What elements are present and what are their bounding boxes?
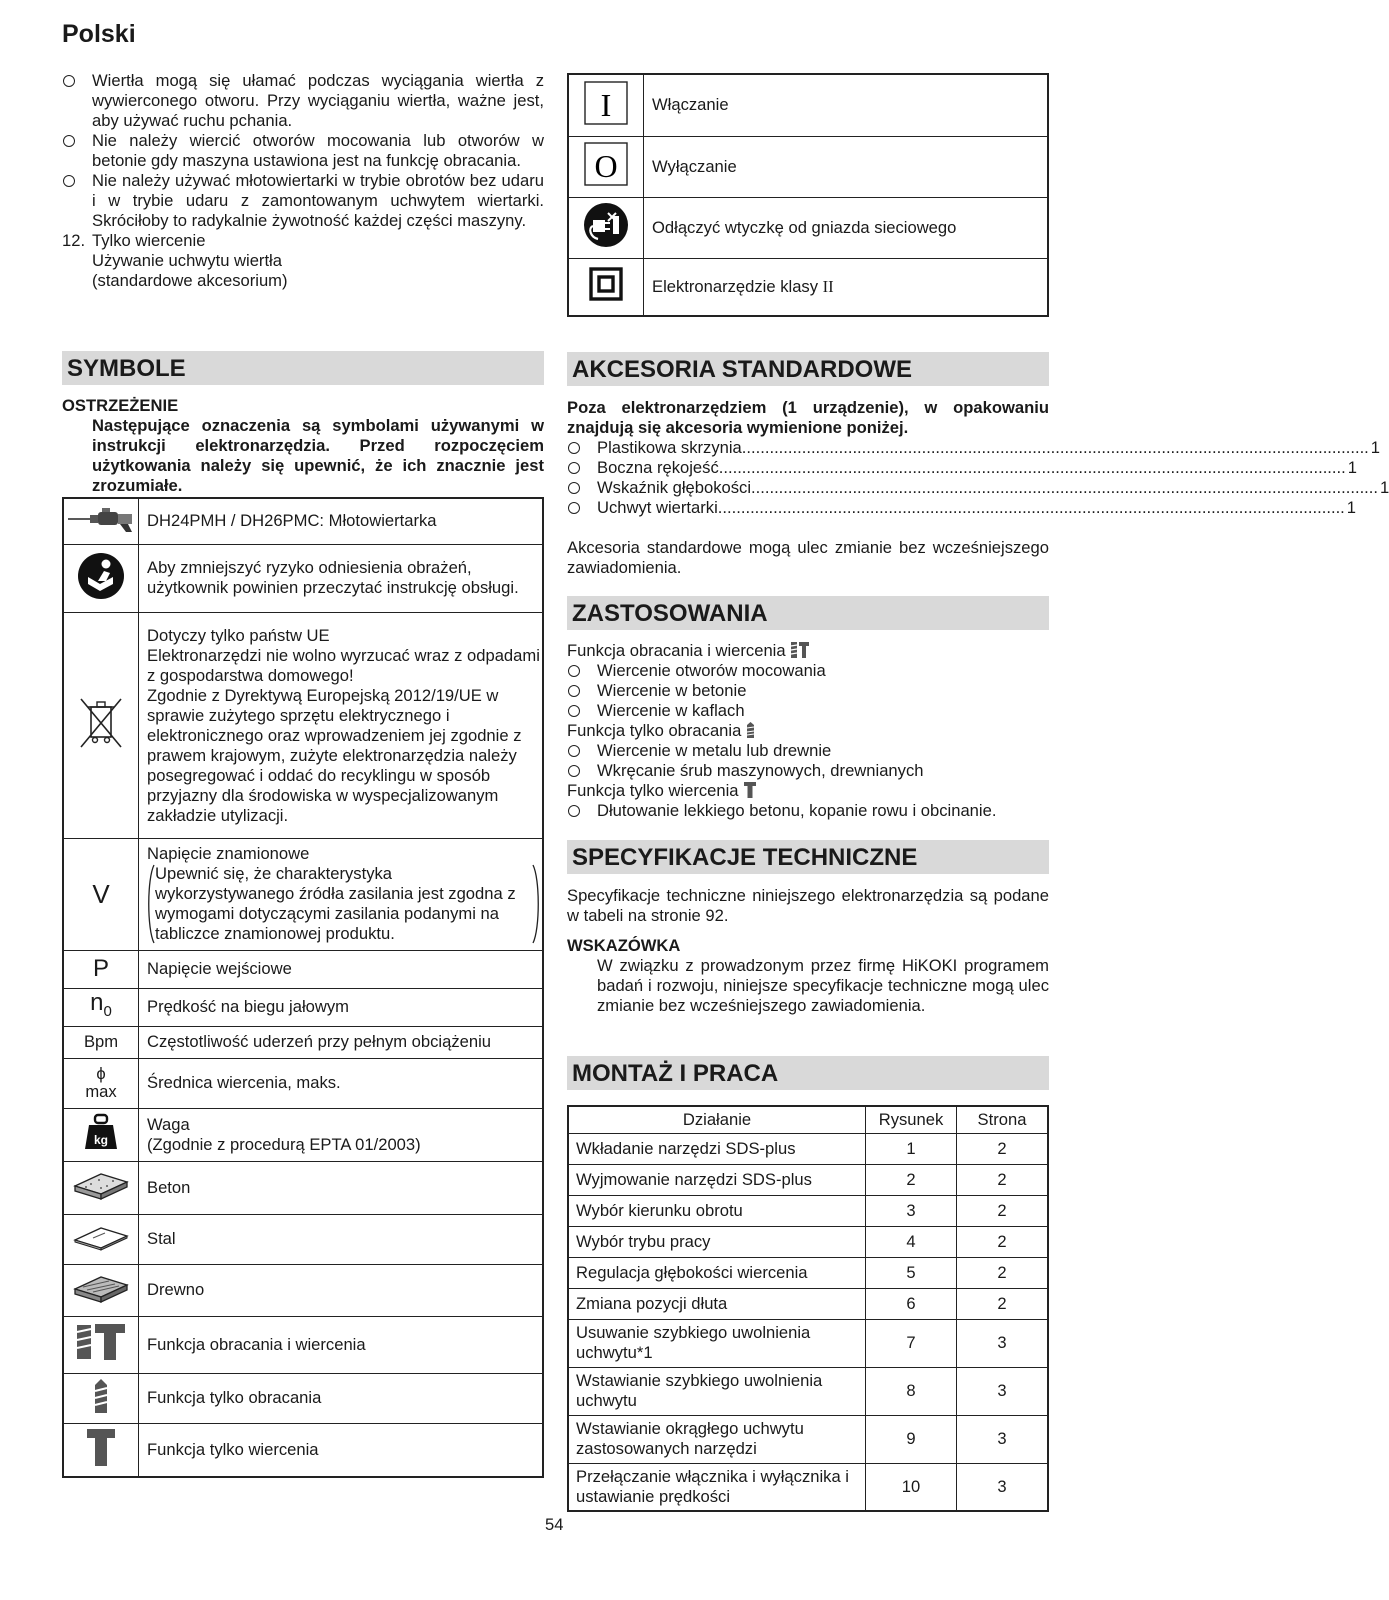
page-cell: 3 — [957, 1463, 1049, 1511]
figure-cell: 6 — [866, 1288, 957, 1319]
section-heading-symbole: SYMBOLE — [62, 351, 544, 385]
numbered-item-12 — [62, 231, 544, 291]
figure-cell: 2 — [866, 1164, 957, 1195]
list-item — [62, 71, 544, 131]
accessory-qty: 1 — [1370, 438, 1381, 457]
symbols-table — [62, 497, 544, 1478]
n-subscript: 0 — [103, 1002, 112, 1020]
bullet-circle-icon — [567, 478, 597, 498]
akcesoria-block — [567, 398, 1389, 578]
weee-icon-cell — [63, 612, 139, 838]
list-item — [62, 171, 544, 231]
steel-plate-icon — [71, 1220, 131, 1254]
action-cell: Wyjmowanie narzędzi SDS-plus — [568, 1164, 866, 1195]
figure-cell: 3 — [866, 1195, 957, 1226]
table-row — [568, 1164, 1048, 1195]
bullet-circle-icon — [567, 661, 597, 681]
figure-cell: 1 — [866, 1133, 957, 1164]
group-title-text: Funkcja obracania i wiercenia — [567, 641, 786, 660]
warning-text: Następujące oznaczenia są symbolami używanymi w instrukcji elektronarzędzia. Przed rozpoczęciem użytkowania należy się upewnić, że ich znacznie jest zrozumiałe. — [92, 416, 544, 495]
column-header-action: Działanie — [568, 1106, 866, 1133]
bullet-circle-icon — [567, 761, 597, 781]
accessory-name: Wskaźnik głębokości — [597, 478, 752, 497]
list-item-text: Wiertła mogą się ułamać podczas wyciągania wiertła z wywierconego otworu. Przy wyciąganiu wiertła, ważne jest, aby używać ruchu pchania. — [92, 71, 544, 130]
action-cell: Przełączanie włącznika i wyłącznika i ustawianie prędkości — [568, 1463, 866, 1511]
right-bracket-icon — [532, 864, 540, 944]
page-cell: 3 — [957, 1367, 1049, 1415]
action-cell: Wybór kierunku obrotu — [568, 1195, 866, 1226]
phi-symbol — [63, 1058, 139, 1108]
read-manual-icon — [76, 551, 126, 601]
weee-text: Dotyczy tylko państw UE Elektronarzędzi nie wolno wyrzucać wraz z odpadami z gospodarstwa domowego! Zgodnie z Dyrektywą Europejską 2012/19/UE w sprawie zużytego sprzętu elektrycznego i elektronicznego oraz wprowadzeniem jej zgodnie z prawem krajowym, zużyte elektronarzędzia należy posegregować i oddać do recyklingu w sposób przyjazny dla środowiska w wyspecjalizowanym zakładzie utylizacji. — [139, 612, 544, 838]
steel-text: Stal — [139, 1214, 544, 1264]
symbole-warning — [62, 396, 544, 496]
off-symbol-cell — [568, 136, 644, 197]
n-letter: n — [90, 988, 104, 1016]
hammer-drill-icon — [66, 505, 136, 533]
rotation-only-icon — [91, 1377, 111, 1415]
wood-text: Drewno — [139, 1264, 544, 1316]
action-cell: Regulacja głębokości wiercenia — [568, 1257, 866, 1288]
table-row — [568, 1257, 1048, 1288]
page-cell: 2 — [957, 1257, 1049, 1288]
class2-text: Elektronarzędzie klasy — [652, 276, 823, 296]
double-insulation-icon — [588, 266, 624, 302]
list-item — [567, 438, 1381, 458]
action-cell: Wkładanie narzędzi SDS-plus — [568, 1133, 866, 1164]
list-item — [567, 741, 1049, 761]
no-load-speed-text: Prędkość na biegu jałowym — [139, 988, 544, 1026]
accessory-line — [597, 458, 1357, 478]
item-title: Tylko wiercenie — [92, 231, 206, 250]
list-item-text: Wiercenie w kaflach — [597, 701, 745, 720]
phi-letter: ϕ — [96, 1064, 106, 1083]
steel-icon-cell — [63, 1214, 139, 1264]
section-heading-akcesoria: AKCESORIA STANDARDOWE — [567, 352, 1049, 386]
column-header-figure: Rysunek — [866, 1106, 957, 1133]
figure-cell: 7 — [866, 1319, 957, 1367]
group-title-text: Funkcja tylko obracania — [567, 721, 742, 740]
figure-cell: 5 — [866, 1257, 957, 1288]
zastosowania-block — [567, 641, 1049, 821]
hammering-only-icon — [84, 1426, 118, 1468]
accessory-name: Plastikowa skrzynia — [597, 438, 742, 457]
table-row — [568, 1415, 1048, 1463]
concrete-icon-cell — [63, 1161, 139, 1214]
list-item-text: Wiercenie otworów mocowania — [597, 661, 826, 680]
left-bracket-icon — [147, 864, 155, 944]
off-label: Wyłączanie — [644, 136, 1049, 197]
page-cell: 2 — [957, 1195, 1049, 1226]
dot-leader — [742, 438, 1369, 458]
list-item — [567, 458, 1357, 478]
rotation-hammering-icon — [73, 1321, 129, 1363]
section-heading-zastosowania: ZASTOSOWANIA — [567, 596, 1049, 630]
figure-cell: 10 — [866, 1463, 957, 1511]
page-cell: 2 — [957, 1288, 1049, 1319]
action-cell: Zmiana pozycji dłuta — [568, 1288, 866, 1319]
rotation-hammering-icon — [790, 641, 810, 659]
note-title: WSKAZÓWKA — [567, 936, 681, 955]
concrete-block-icon — [71, 1168, 131, 1202]
figure-cell: 8 — [866, 1367, 957, 1415]
svg-text:I: I — [600, 86, 612, 123]
action-cell: Wstawianie szybkiego uwolnienia uchwytu — [568, 1367, 866, 1415]
list-item-text: Wkręcanie śrub maszynowych, drewnianych — [597, 761, 924, 780]
action-cell: Wstawianie okrągłego uchwytu zastosowanych narzędzi — [568, 1415, 866, 1463]
accessory-name: Uchwyt wiertarki — [597, 498, 718, 517]
read-manual-text: Aby zmniejszyć ryzyko odniesienia obrażeń, użytkownik powinien przeczytać instrukcję obsługi. — [139, 544, 544, 612]
read-manual-icon-cell — [63, 544, 139, 612]
hammer-only-icon-cell — [63, 1423, 139, 1477]
accessory-line — [597, 478, 1389, 498]
page-number: 54 — [545, 1515, 564, 1534]
accessory-qty: 1 — [1380, 478, 1389, 497]
accessory-qty: 1 — [1347, 458, 1357, 477]
bullet-circle-icon — [62, 131, 92, 151]
on-label: Włączanie — [644, 74, 1049, 136]
weight-text: Waga (Zgodnie z procedurą EPTA 01/2003) — [139, 1108, 544, 1161]
specyfikacje-block — [567, 886, 1049, 1016]
drilling-diameter-text: Średnica wiercenia, maks. — [139, 1058, 544, 1108]
group-title — [567, 641, 1049, 661]
page-cell: 3 — [957, 1415, 1049, 1463]
figure-cell: 4 — [866, 1226, 957, 1257]
svg-text:kg: kg — [93, 1133, 109, 1147]
phi-subscript: max — [85, 1082, 117, 1101]
list-item — [567, 498, 1357, 518]
n0-symbol — [63, 988, 139, 1026]
action-cell: Wybór trybu pracy — [568, 1226, 866, 1257]
section-heading-specyfikacje: SPECYFIKACJE TECHNICZNE — [567, 840, 1049, 874]
impact-rate-text: Częstotliwość uderzeń przy pełnym obciążeniu — [139, 1026, 544, 1058]
dot-leader — [719, 458, 1346, 478]
accessory-name: Boczna rękojeść — [597, 458, 719, 477]
hammering-only-icon — [743, 781, 757, 799]
rotation-only-text: Funkcja tylko obracania — [139, 1373, 544, 1423]
bpm-symbol: Bpm — [63, 1026, 139, 1058]
akcesoria-intro: Poza elektronarzędziem (1 urządzenie), w opakowaniu znajdują się akcesoria wymienione poniżej. — [567, 398, 1049, 437]
list-item — [567, 661, 1049, 681]
list-item — [567, 478, 1389, 498]
accessory-line — [597, 438, 1380, 458]
list-item — [567, 761, 1049, 781]
class2-label — [644, 258, 1049, 316]
table-row — [568, 1288, 1048, 1319]
list-item — [567, 701, 1049, 721]
table-row — [568, 1463, 1048, 1511]
weight-kg-icon — [83, 1113, 119, 1151]
page-cell: 2 — [957, 1226, 1049, 1257]
column-header-page: Strona — [957, 1106, 1049, 1133]
wood-icon-cell — [63, 1264, 139, 1316]
item-number: 12. — [62, 231, 86, 250]
list-item-text: Wiercenie w metalu lub drewnie — [597, 741, 832, 760]
rated-voltage-note: Upewnić się, że charakterystyka wykorzystywanego źródła zasilania jest zgodna z wymogami dotyczącymi zasilania podanymi na tabliczce znamionowej produktu. — [155, 864, 516, 943]
rated-voltage-title: Napięcie znamionowe — [147, 844, 310, 863]
bullet-circle-icon — [567, 438, 597, 458]
page-cell: 2 — [957, 1133, 1049, 1164]
action-cell: Usuwanie szybkiego uwolnienia uchwytu*1 — [568, 1319, 866, 1367]
dot-leader — [751, 478, 1378, 498]
v-symbol: V — [63, 838, 139, 950]
assembly-table — [567, 1105, 1049, 1512]
list-item-text: Nie należy wiercić otworów mocowania lub otworów w betonie gdy maszyna ustawiona jest na funkcję obracania. — [92, 131, 544, 170]
model-text: DH24PMH / DH26PMC: Młotowiertarka — [139, 498, 544, 544]
input-voltage-text: Napięcie wejściowe — [139, 950, 544, 988]
wood-board-icon — [71, 1271, 131, 1305]
crossed-bin-icon — [77, 695, 125, 751]
list-item — [567, 681, 1049, 701]
unplug-icon — [582, 201, 630, 249]
rotation-hammer-icon-cell — [63, 1316, 139, 1373]
list-item — [567, 801, 1049, 821]
svg-text:O: O — [594, 148, 618, 184]
list-item — [62, 131, 544, 171]
concrete-text: Beton — [139, 1161, 544, 1214]
unplug-symbol-cell — [568, 197, 644, 258]
table-row — [568, 1319, 1048, 1367]
on-switch-icon — [583, 80, 629, 126]
group-title-text: Funkcja tylko wiercenia — [567, 781, 739, 800]
bullet-circle-icon — [567, 741, 597, 761]
table-row — [568, 1133, 1048, 1164]
table-row — [568, 1226, 1048, 1257]
drill-icon-cell — [63, 498, 139, 544]
dot-leader — [718, 498, 1345, 518]
accessory-qty: 1 — [1346, 498, 1357, 517]
specyfikacje-text: Specyfikacje techniczne niniejszego elektronarzędzia są podane w tabeli na stronie 92. — [567, 886, 1049, 925]
figure-cell: 9 — [866, 1415, 957, 1463]
bullet-circle-icon — [567, 498, 597, 518]
bullet-circle-icon — [567, 701, 597, 721]
rotation-only-icon — [746, 721, 755, 739]
page-cell: 2 — [957, 1164, 1049, 1195]
table-row — [568, 1195, 1048, 1226]
item-line: (standardowe akcesorium) — [92, 271, 288, 290]
akcesoria-note: Akcesoria standardowe mogą ulec zmianie bez wcześniejszego zawiadomienia. — [567, 538, 1049, 577]
warning-title: OSTRZEŻENIE — [62, 396, 179, 415]
p-symbol: P — [63, 950, 139, 988]
list-item-text: Dłutowanie lekkiego betonu, kopanie rowu i obcinanie. — [597, 801, 997, 820]
bullet-circle-icon — [62, 71, 92, 91]
bullet-circle-icon — [567, 681, 597, 701]
list-item-text: Wiercenie w betonie — [597, 681, 747, 700]
accessory-line — [597, 498, 1356, 518]
on-symbol-cell — [568, 74, 644, 136]
bullet-circle-icon — [567, 801, 597, 821]
left-top-text — [62, 71, 544, 291]
switch-symbols-table — [567, 73, 1049, 317]
group-title — [567, 721, 1049, 741]
rated-voltage-cell — [139, 838, 544, 950]
rotation-hammer-text: Funkcja obracania i wiercenia — [139, 1316, 544, 1373]
rotation-only-icon-cell — [63, 1373, 139, 1423]
item-line: Używanie uchwytu wiertła — [92, 251, 282, 270]
section-heading-montaz: MONTAŻ I PRACA — [567, 1056, 1049, 1090]
table-row — [568, 1367, 1048, 1415]
weight-icon-cell — [63, 1108, 139, 1161]
bullet-circle-icon — [62, 171, 92, 191]
hammer-only-text: Funkcja tylko wiercenia — [139, 1423, 544, 1477]
page-cell: 3 — [957, 1319, 1049, 1367]
list-item-text: Nie należy używać młotowiertarki w trybie obrotów bez udaru i w trybie udaru z zamontowanym uchwytem wiertarki. Skróciłoby to radykalnie żywotność każdej części maszyny. — [92, 171, 544, 230]
table-header-row — [568, 1106, 1048, 1133]
class2-symbol-cell — [568, 258, 644, 316]
group-title — [567, 781, 1049, 801]
bullet-circle-icon — [567, 458, 597, 478]
page-language-heading: Polski — [62, 20, 136, 48]
off-switch-icon — [583, 141, 629, 187]
note-text: W związku z prowadzonym przez firmę HiKOKI programem badań i rozwoju, niniejsze specyfikacje techniczne mogą ulec zmianie bez wcześniejszego zawiadomienia. — [597, 956, 1049, 1015]
class2-numeral: II — [822, 276, 834, 296]
rated-voltage-note-wrap — [147, 864, 542, 944]
unplug-label: Odłączyć wtyczkę od gniazda sieciowego — [644, 197, 1049, 258]
